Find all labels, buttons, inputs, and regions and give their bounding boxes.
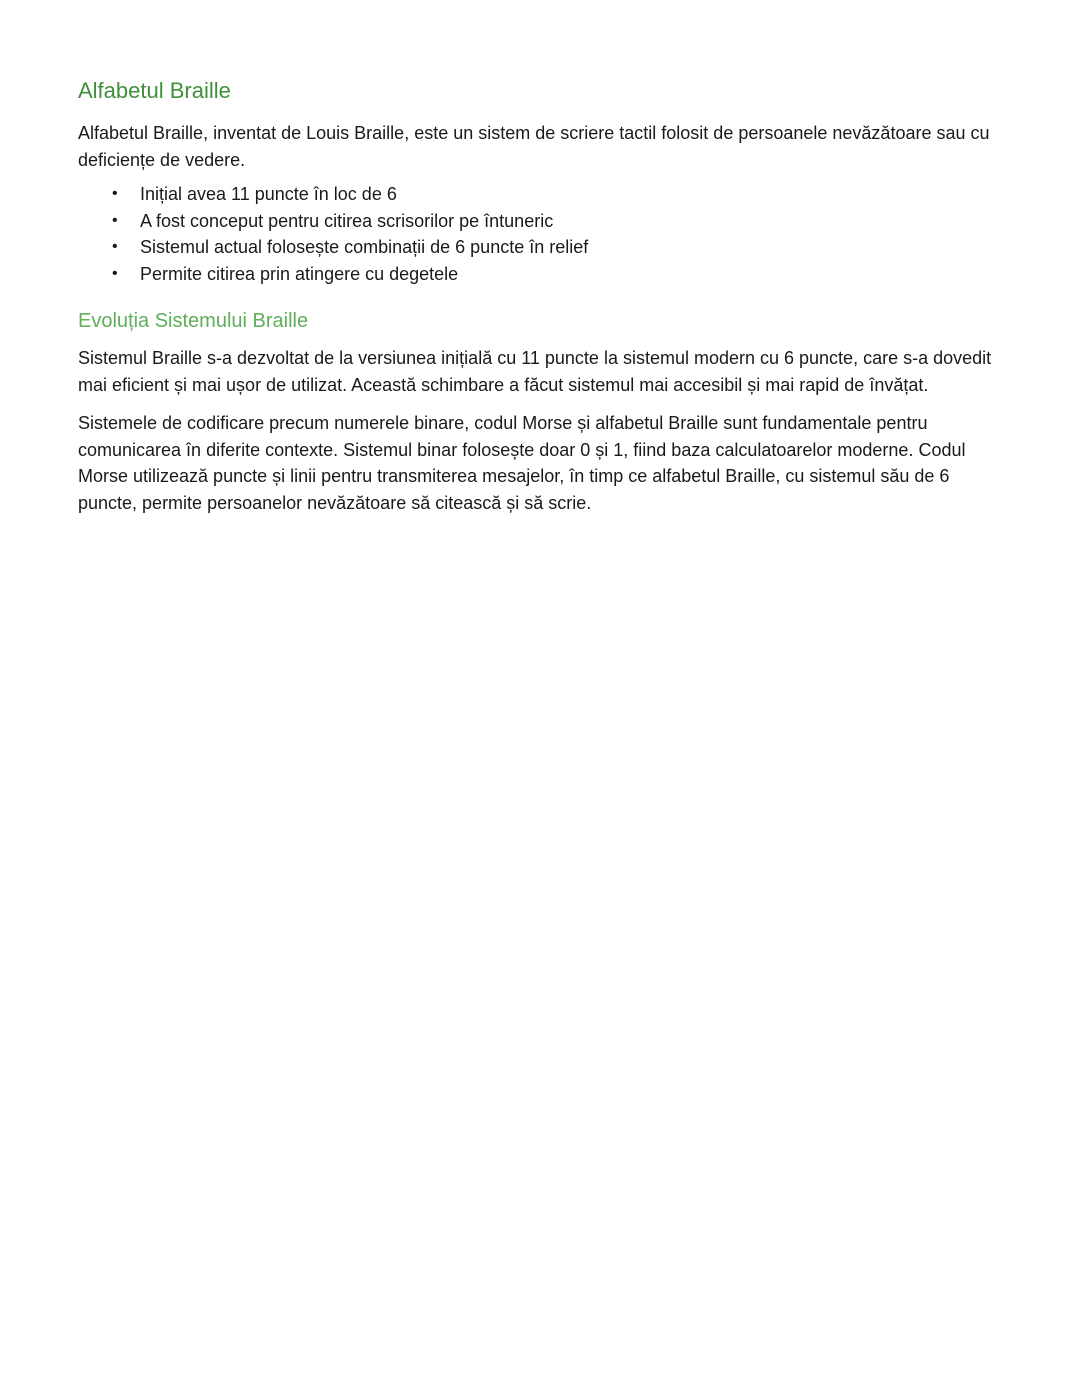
list-item-text: A fost conceput pentru citirea scrisorilor pe întuneric	[140, 210, 554, 231]
list-item	[112, 234, 1002, 261]
coding-systems-paragraph: Sistemele de codificare precum numerele binare, codul Morse și alfabetul Braille sunt fundamentale pentru comunicarea în diferite contexte. Sistemul binar folosește doar 0 și 1, fiind baza calculatoarelor moderne. Codul Morse utilizează puncte și linii pentru transmiterea mesajelor, în timp ce alfabetul Braille, cu sistemul său de 6 puncte, permite persoanelor nevăzătoare să citească și să scrie.	[78, 413, 966, 513]
section-title-braille-evolution: Evoluția Sistemului Braille	[78, 310, 309, 332]
list-item	[112, 181, 1002, 208]
list-item-text: Sistemul actual folosește combinații de 6 puncte în relief	[140, 237, 589, 257]
bullet-icon: •	[112, 185, 118, 202]
list-item	[112, 208, 1002, 235]
feature-list	[78, 181, 1002, 287]
evolution-paragraph: Sistemul Braille s-a dezvoltat de la versiunea inițială cu 11 puncte la sistemul modern cu 6 puncte, care s-a dovedit mai eficient și mai ușor de utilizat. Această schimbare a făcut sistemul mai accesibil și mai rapid de învățat.	[78, 348, 992, 395]
bullet-icon: •	[112, 264, 118, 282]
intro-paragraph: Alfabetul Braille, inventat de Louis Braille, este un sistem de scriere tactil folosit de persoanele nevăzătoare sau cu deficiențe de vedere.	[78, 123, 990, 170]
bullet-icon: •	[112, 211, 118, 229]
list-item-text: Inițial avea 11 puncte în loc de 6	[140, 184, 397, 204]
section-title-braille-alphabet: Alfabetul Braille	[78, 78, 231, 103]
list-item	[112, 261, 1002, 288]
bullet-icon: •	[112, 238, 118, 255]
list-item-text: Permite citirea prin atingere cu degetele	[140, 263, 459, 284]
